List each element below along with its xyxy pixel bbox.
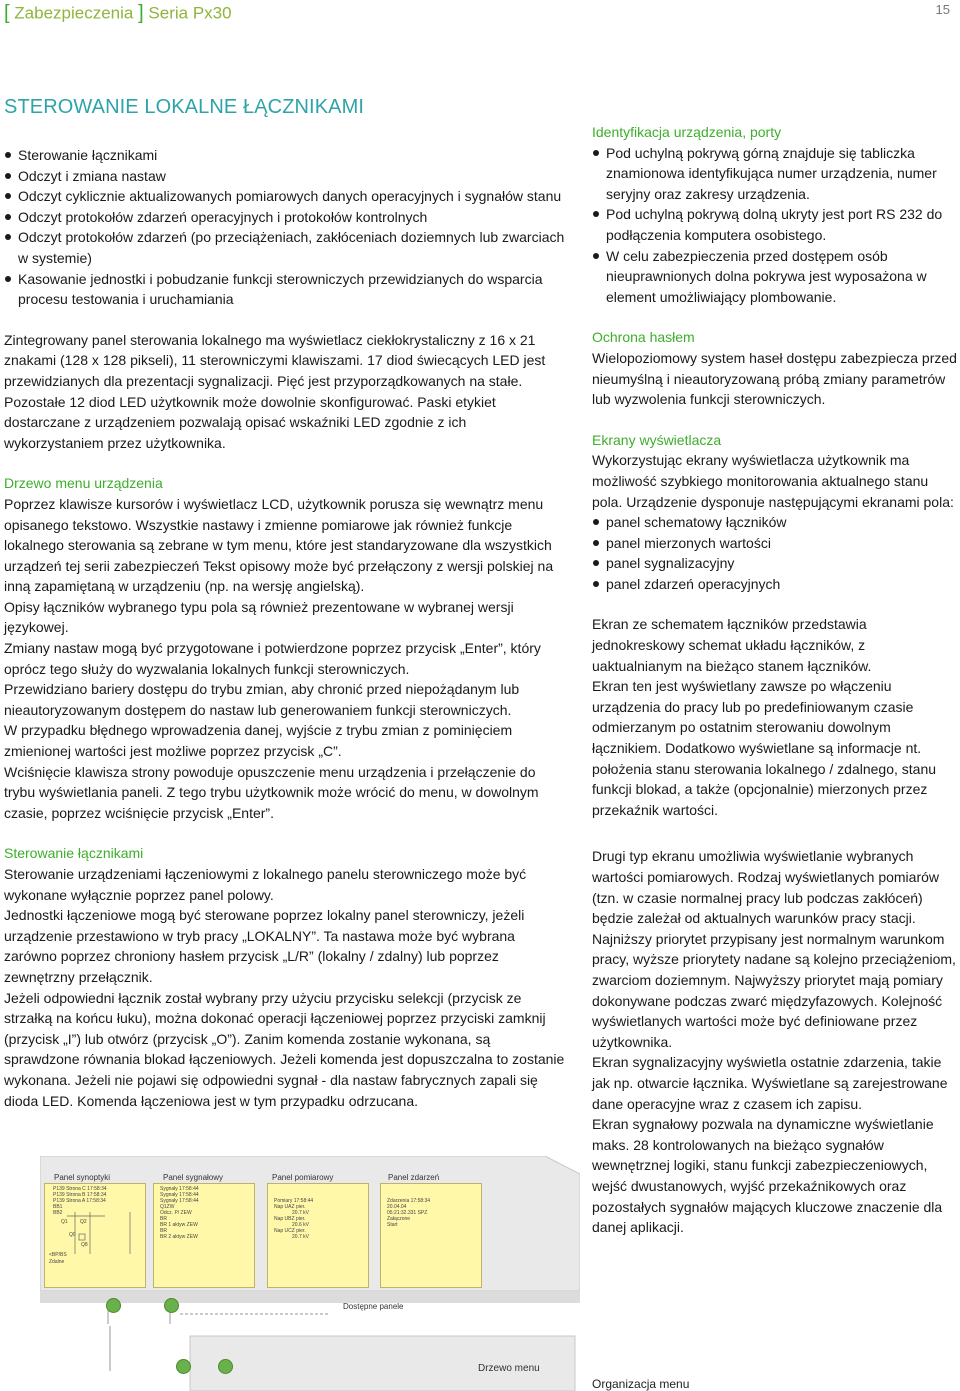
list-item: panel schematowy łączników [592, 512, 957, 533]
panel-line: Zdarzenia 17:58:34 [387, 1198, 431, 1204]
bracket-open: [ [4, 2, 10, 24]
events-panel [380, 1183, 482, 1288]
list-item: Sterowanie łącznikami [4, 145, 566, 166]
panel-line: BR 1 aktyw ZEW [160, 1222, 198, 1228]
screens-paragraph: Wykorzystując ekrany wyświetlacza użytkownik ma możliwość szybkiego monitorowania aktualnego stanu pola. Urządzenie dysponuje następującymi ekranami pola: [592, 452, 954, 510]
panel-line: BR 2 aktyw ZEW [160, 1234, 198, 1240]
panel-line: Zdalne [49, 1259, 65, 1265]
list-item: Odczyt protokołów zdarzeń operacyjnych i protokołów kontrolnych [4, 207, 566, 228]
list-item: Pod uchylną pokrywą dolną ukryty jest port RS 232 do podłączenia komputera osobistego. [592, 204, 957, 245]
panel-line: Sygnały 17:58:44 [160, 1192, 199, 1198]
panel-line: 20.7 kV [292, 1210, 309, 1216]
switching-heading: Sterowanie łącznikami [4, 845, 144, 862]
left-column [4, 145, 566, 1111]
available-panels-label: Dostępne panele [343, 1302, 404, 1311]
menu-paragraph: Wciśnięcie klawisza strony powoduje opuszczenie menu urządzenia i przełączenie do trybu wyświetlania paneli. Z tego trybu użytkownik może wrócić do menu, w dowolnym czasie, poprzez wciśnięcie przycisk „Enter”. [4, 763, 539, 821]
panel-line: P139 Strona C 17:58:34 [53, 1186, 107, 1192]
list-item: panel mierzonych wartości [592, 533, 957, 554]
menu-diagram [40, 1156, 580, 1391]
switching-paragraph: Sterowanie urządzeniami łączeniowymi z lokalnego panelu sterowniczego może być wykonane wyłącznie poprzez panel polowy. [4, 866, 527, 903]
panel-line: Załączone [387, 1216, 411, 1222]
switching-paragraph: Jednostki łączeniowe mogą być sterowane poprzez lokalny panel sterowniczy, jeżeli urządzenie przestawiono w tryb pracy „LOKALNY”. Ta nastawa może być wybrana zarówno poprzez chroniony hasłem przycisk „L/R” (lokalny / zdalny) lub poprzez zewnętrzny przełącznik. [4, 907, 525, 985]
page-title: STEROWANIE LOKALNE ŁĄCZNIKAMI [4, 96, 365, 118]
panel-label: Panel pomiarowy [272, 1173, 334, 1182]
page-key-icon [164, 1298, 179, 1313]
panel-line: 20.04.04 [387, 1204, 407, 1210]
page-key-icon [218, 1359, 233, 1374]
panel-line: Q1 [61, 1219, 68, 1225]
screens-paragraph: Ekran sygnalizacyjny wyświetla ostatnie zdarzenia, takie jak np. otwarcie łącznika. Wyświetlane są zarejestrowane dane operacyjne wraz z czasem ich zapisu. [592, 1054, 948, 1112]
bracket-close: ] [138, 2, 144, 24]
panel-label: Panel sygnałowy [163, 1173, 224, 1182]
list-item: panel zdarzeń operacyjnych [592, 574, 957, 595]
panel-line: 20.6 kV [292, 1222, 309, 1228]
panel-line: Q1ZW [160, 1204, 175, 1210]
series-name: Seria Px30 [148, 3, 232, 23]
panel-line: Sygnały 17:58:44 [160, 1198, 199, 1204]
panel-label: Panel zdarzeń [388, 1173, 440, 1182]
panel-line: Pomiary 17:58:44 [274, 1198, 314, 1204]
menu-tree-label: Drzewo menu [478, 1363, 540, 1374]
page-number: 15 [935, 2, 950, 17]
panel-line: 20.7 kV [292, 1234, 309, 1240]
panel-line: Nap UCZ pier. [274, 1228, 306, 1234]
screens-paragraph: Ekran ze schematem łączników przedstawia jednokreskowy schemat układu łączników, z uaktualnianym na bieżąco stanem łączników. [592, 616, 872, 674]
panel-line: BR [160, 1228, 167, 1234]
password-heading: Ochrona hasłem [592, 329, 695, 346]
page-key-icon [176, 1359, 191, 1374]
menu-paragraph: Zmiany nastaw mogą być przygotowane i potwierdzone poprzez przycisk „Enter”, który oprócz tego służy do wyzwalania lokalnych funkcji sterowniczych. [4, 640, 541, 677]
list-item: Odczyt i zmiana nastaw [4, 166, 566, 187]
screens-heading: Ekrany wyświetlacza [592, 431, 722, 448]
right-column [592, 122, 957, 1238]
feature-list [4, 145, 566, 310]
diagram-caption: Organizacja menu [592, 1377, 690, 1391]
menu-paragraph: Poprzez klawisze kursorów i wyświetlacz LCD, użytkownik porusza się wewnątrz menu opisanego tekstowo. Wszystkie nastawy i zmienne pomiarowe jak również funkcje lokalnego sterowania są zebrane w tym menu, które jest standaryzowane dla wszystkich urządzeń tej serii zabezpieczeń Tekst opisowy może być przełączony z wersji polskiej na inną zapamiętaną w urządzeniu (np. na wersję angielską). [4, 495, 554, 595]
section-name: Zabezpieczenia [14, 3, 134, 23]
measurement-panel [267, 1183, 369, 1288]
page-header [4, 2, 232, 26]
panel-line: Q8 [81, 1242, 88, 1248]
panel-line: Odcz. P/ ZEW [160, 1210, 192, 1216]
panel-line: Sygnały 17:58:44 [160, 1186, 199, 1192]
list-item: Odczyt protokołów zdarzeń (po przeciążeniach, zakłóceniach doziemnych lub zwarciach w systemie) [4, 227, 566, 268]
menu-paragraph: Opisy łączników wybranego typu pola są również prezentowane w wybranej wersji językowej. [4, 598, 514, 636]
synoptic-panel [44, 1183, 146, 1288]
panel-line: Q2 [80, 1219, 87, 1225]
screens-paragraph: Ekran ten jest wyświetlany zawsze po włączeniu urządzenia do pracy lub po predefiniowanym czasie odmierzanym po ostatnim sterowaniu dowolnym łącznikiem. Dodatkowo wyświetlane są informacje nt. położenia stanu sterowania lokalnego / zdalnego, stanu funkcji blokad, a także (opcjonalnie) mierzonych przez przekaźnik wartości. [592, 678, 937, 818]
list-item: W celu zabezpieczenia przed dostępem osób nieuprawnionych dolna pokrywa jest wyposażona w element umożliwiający plombowanie. [592, 246, 957, 308]
screens-paragraph: Ekran sygnałowy pozwala na dynamiczne wyświetlanie maks. 28 kontrolowanych na bieżąco sygnałów wewnętrznej logiki, stanu funkcji zabezpieczeniowych, wejść dwustanowych, wyjść przekaźnikowych oraz pozostałych sygnałów mających kluczowe znaczenie dla danej aplikacji. [592, 1116, 943, 1236]
list-item: panel sygnalizacyjny [592, 553, 957, 574]
menu-heading: Drzewo menu urządzenia [4, 475, 163, 492]
list-item: Odczyt cyklicznie aktualizowanych pomiarowych danych operacyjnych i sygnałów stanu [4, 186, 566, 207]
password-paragraph: Wielopoziomowy system haseł dostępu zabezpiecza przed nieumyślną i nieautoryzowaną próbą zmiany parametrów lub wyzwolenia funkcji sterowniczych. [592, 349, 957, 408]
single-line-diagram [45, 1184, 145, 1287]
ident-heading: Identyfikacja urządzenia, porty [592, 124, 782, 140]
panel-line: Nap UBZ pier. [274, 1216, 306, 1222]
screens-list [592, 512, 957, 594]
panel-line: Start [387, 1222, 398, 1228]
panel-line: Nap UAZ pier. [274, 1204, 306, 1210]
panel-line: BB2 [53, 1210, 63, 1216]
panel-line: <BP/BS [49, 1252, 67, 1258]
screens-paragraph: Drugi typ ekranu umożliwia wyświetlanie wybranych wartości pomiarowych. Rodzaj wyświetlanych pomiarów (tzn. w czasie normalnej pracy lub podczas zakłóceń) będzie zależał od aktualnych warunków pracy stacji. Najniższy priorytet przypisany jest normalnym warunkom pracy, wyższe priorytety nadane są kolejno przeciążeniom, zwarciom doziemnym. Najwyższy priorytet mają pomiary dokonywane podczas zwarć międzyfazowych. Kolejność wyświetlanych wartości może być definiowane przez użytkownika. [592, 848, 956, 1050]
list-item: Pod uchylną pokrywą górną znajduje się tabliczka znamionowa identyfikująca numer urządzenia, numer seryjny oraz zakresy urządzenia. [592, 143, 957, 205]
panel-line: P139 Strona B 17:58:34 [53, 1192, 107, 1198]
switching-paragraph: Jeżeli odpowiedni łącznik został wybrany przy użyciu przycisku selekcji (przycisk ze strzałką na końcu łuku), można dokonać operacji łączeniowej poprzez przyciski zamknij (przycisk „I”) lub otwórz (przycisk „O”). Zanim komenda zostanie wykonana, są sprawdzone równania blokad łączeniowych. Jeżeli komenda jest dopuszczalna to zostanie wykonana. Jeżeli nie pojawi się odpowiedni sygnał - dla nastaw fabrycznych zapali się dioda LED. Komenda łączeniowa jest w tym przypadku odrzucana. [4, 989, 565, 1109]
panel-line: Q0 [69, 1232, 76, 1238]
page-key-icon [106, 1298, 121, 1313]
panel-line: BB1 [53, 1204, 63, 1210]
ident-list [592, 143, 957, 308]
panel-label: Panel synoptyki [54, 1173, 111, 1182]
panel-line: BR [160, 1216, 167, 1222]
panel-line: 05:21:32.331 SPZ [387, 1210, 428, 1216]
menu-paragraph: Przewidziano bariery dostępu do trybu zmian, aby chronić przed niepożądanym lub nieautoryzowanym dostępem do nastaw lub generowaniem funkcji sterowniczych. [4, 681, 520, 718]
menu-paragraph: W przypadku błędnego wprowadzenia danej, wyjście z trybu zmian z pominięciem zmienionej wartości jest możliwe poprzez przycisk „C”. [4, 722, 513, 760]
intro-paragraph: Zintegrowany panel sterowania lokalnego ma wyświetlacz ciekłokrystaliczny z 16 x 21 znakami (128 x 128 pikseli), 11 sterowniczymi klawiszami. 17 diod świecących LED jest przewidzianych dla prezentacji sygnalizacji. Pięć jest przyporządkowanych na stałe. Pozostałe 12 diod LED użytkownik może dowolnie skonfigurować. Paski etykiet dostarczane z urządzeniem pozwalają opisać wskaźniki LED zgodnie z ich wykorzystaniem przez użytkownika. [4, 331, 546, 451]
list-item: Kasowanie jednostki i pobudzanie funkcji sterowniczych przewidzianych do wsparcia procesu testowania i uruchamiania [4, 269, 566, 310]
panel-line: P139 Strona A 17:58:34 [53, 1198, 106, 1204]
signal-panel [153, 1183, 255, 1288]
